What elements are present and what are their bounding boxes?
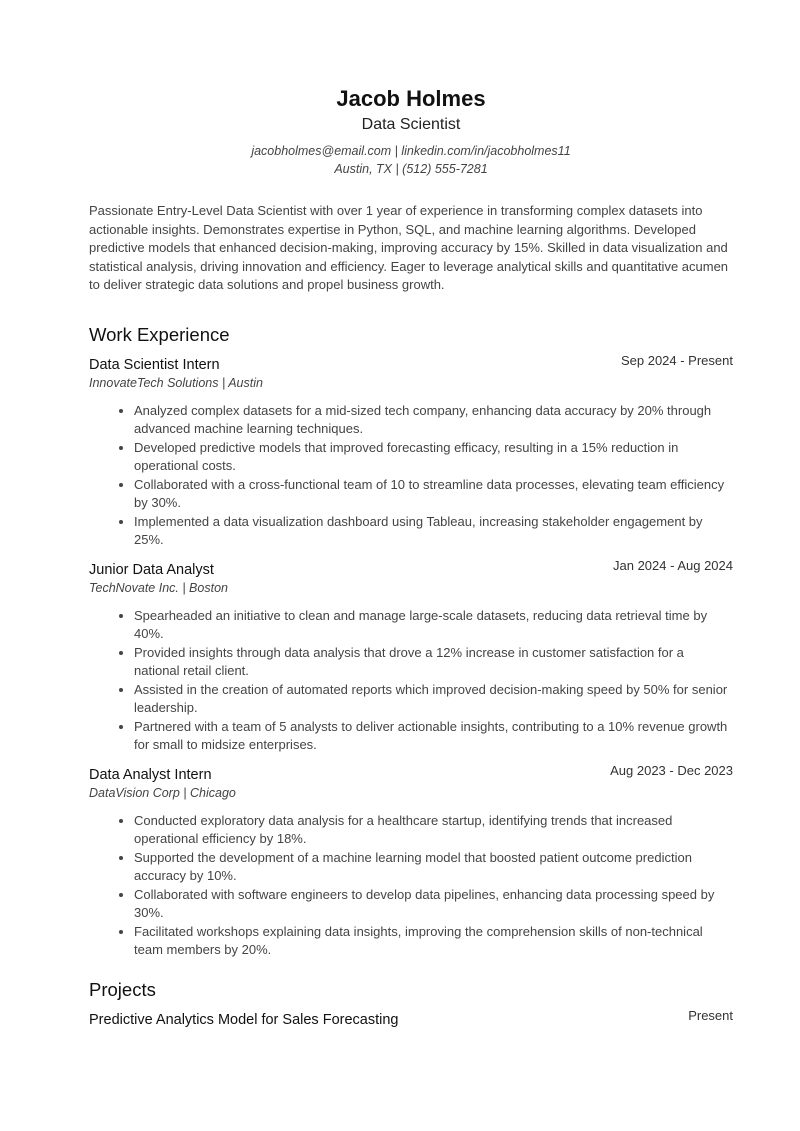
summary: Passionate Entry-Level Data Scientist with over 1 year of experience in transforming complex datasets into actionable insights. Demonstrates expertise in Python, SQL, and machine learning algorithms. Developed predictive models that enhanced decision-making, improving accuracy by 15%. Skilled in data visualization and statistical analysis, driving innovation and efficiency. Eager to leverage analytical skills and quantitative acumen to deliver strategic data solutions and propel business growth. [89, 203, 729, 292]
contact-line-2: Austin, TX | (512) 555-7281 [334, 162, 488, 176]
job-bullet: • Partnered with a team of 5 analysts to deliver actionable insights, contributing to a 10% revenue growth for small to midsize enterprises. [134, 718, 733, 755]
job-date: Jan 2024 - Aug 2024 [613, 557, 733, 573]
job-bullet: • Facilitated workshops explaining data insights, improving the comprehension skills of non-technical team members by 20%. [134, 923, 733, 960]
job-company: InnovateTech Solutions | Austin [89, 375, 263, 390]
job-bullet: • Provided insights through data analysis that drove a 12% increase in customer satisfaction for a national retail client. [134, 644, 733, 681]
job-bullet: • Supported the development of a machine learning model that boosted patient outcome prediction accuracy by 10%. [134, 849, 733, 886]
section-heading-work: Work Experience [89, 323, 230, 345]
work-list [89, 352, 733, 960]
job-date: Aug 2023 - Dec 2023 [610, 762, 733, 778]
job-bullets [89, 402, 733, 550]
section-heading-projects: Projects [89, 978, 156, 1000]
project-date: Present [688, 1007, 733, 1023]
contact-line-1: jacobholmes@email.com | linkedin.com/in/jacobholmes11 [251, 144, 571, 158]
job-bullets [89, 607, 733, 755]
job-company: DataVision Corp | Chicago [89, 785, 236, 800]
project-title: Predictive Analytics Model for Sales Forecasting [89, 1011, 399, 1028]
job-bullet: • Collaborated with software engineers to develop data pipelines, enhancing data processing speed by 30%. [134, 886, 733, 923]
candidate-title: Data Scientist [361, 116, 461, 133]
project-entry [89, 1007, 733, 1030]
job-bullet: • Conducted exploratory data analysis for a healthcare startup, identifying trends that increased operational efficiency by 18%. [134, 812, 733, 849]
job-bullet: • Spearheaded an initiative to clean and manage large-scale datasets, reducing data retrieval time by 40%. [134, 607, 733, 644]
job-entry [89, 557, 733, 755]
job-title: Data Scientist Intern [89, 356, 220, 373]
job-entry [89, 352, 733, 550]
candidate-name: Jacob Holmes [336, 86, 486, 111]
job-bullet: • Assisted in the creation of automated reports which improved decision-making speed by 50% for senior leadership. [134, 681, 733, 718]
job-entry [89, 762, 733, 960]
job-title: Data Analyst Intern [89, 766, 212, 783]
job-bullet: • Collaborated with a cross-functional team of 10 to streamline data processes, elevating team efficiency by 30%. [134, 476, 733, 513]
job-date: Sep 2024 - Present [620, 352, 733, 368]
job-bullet: • Analyzed complex datasets for a mid-sized tech company, enhancing data accuracy by 20% through advanced machine learning techniques. [134, 402, 733, 439]
contact-info [89, 142, 733, 178]
project-list [89, 1007, 733, 1030]
job-company: TechNovate Inc. | Boston [89, 580, 228, 595]
job-title: Junior Data Analyst [89, 561, 214, 578]
job-bullets [89, 812, 733, 960]
job-bullet: • Developed predictive models that improved forecasting efficacy, resulting in a 15% reduction in operational costs. [134, 439, 733, 476]
job-bullet: • Implemented a data visualization dashboard using Tableau, increasing stakeholder engagement by 25%. [134, 513, 733, 550]
